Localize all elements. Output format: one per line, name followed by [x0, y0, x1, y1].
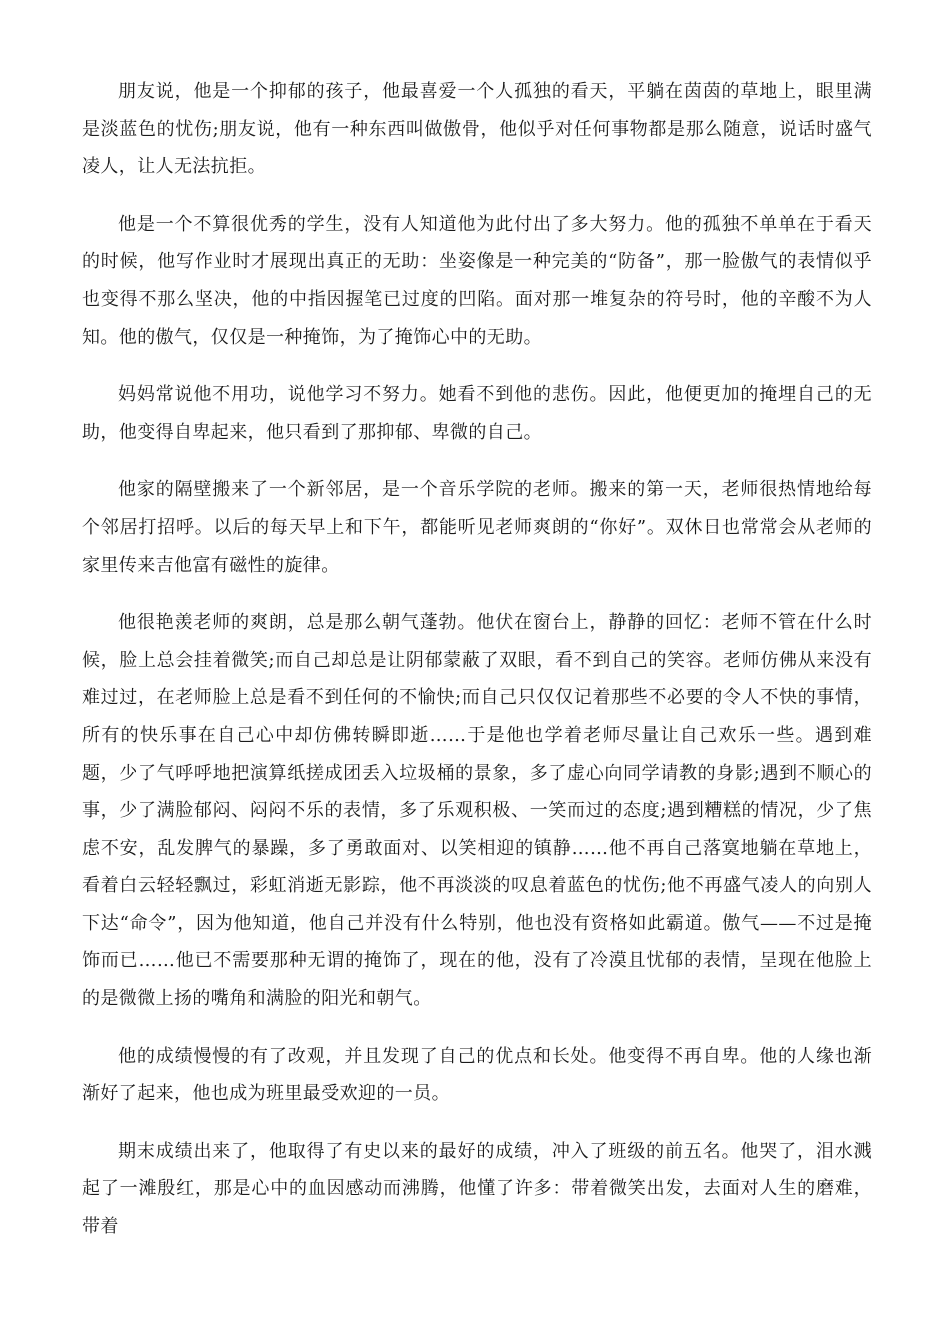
- paragraph-7: 期末成绩出来了，他取得了有史以来的最好的成绩，冲入了班级的前五名。他哭了，泪水溅起了一滩殷红，那是心中的血因感动而沸腾，他懂了许多：带着微笑出发，去面对人生的磨难，带着: [82, 1140, 872, 1238]
- paragraph-1: 朋友说，他是一个抑郁的孩子，他最喜爱一个人孤独的看天，平躺在茵茵的草地上，眼里满是淡蓝色的忧伤;朋友说，他有一种东西叫做傲骨，他似乎对任何事物都是那么随意，说话时盛气凌人，让人无法抗拒。: [82, 81, 872, 178]
- paragraph-3: 妈妈常说他不用功，说他学习不努力。她看不到他的悲伤。因此，他便更加的掩埋自己的无助，他变得自卑起来，他只看到了那抑郁、卑微的自己。: [82, 384, 872, 443]
- paragraph-5: 他很艳羡老师的爽朗，总是那么朝气蓬勃。他伏在窗台上，静静的回忆：老师不管在什么时候，脸上总会挂着微笑;而自己却总是让阴郁蒙蔽了双眼，看不到自己的笑容。老师仿佛从来没有难过过，在老师脸上总是看不到任何的不愉快;而自己只仅仅记着那些不必要的令人不快的事情，所有的快乐事在自己心中却仿佛转瞬即逝……于是他也学着老师尽量让自己欢乐一些。遇到难题，少了气呼呼地把演算纸搓成团丢入垃圾桶的景象，多了虚心向同学请教的身影;遇到不顺心的事，少了满脸郁闷、闷闷不乐的表情，多了乐观积极、一笑而过的态度;遇到糟糕的情况，少了焦虑不安，乱发脾气的暴躁，多了勇敢面对、以笑相迎的镇静……他不再自己落寞地躺在草地上，看着白云轻轻飘过，彩虹消逝无影踪，他不再淡淡的叹息着蓝色的忧伤;他不再盛气凌人的向别人下达“命令”，因为他知道，他自己并没有什么特别，他也没有资格如此霸道。傲气——不过是掩饰而已……他已不需要那种无谓的掩饰了，现在的他，没有了冷漠且忧郁的表情，呈现在他脸上的是微微上扬的嘴角和满脸的阳光和朝气。: [82, 612, 872, 1010]
- paragraph-4: 他家的隔壁搬来了一个新邻居，是一个音乐学院的老师。搬来的第一天，老师很热情地给每个邻居打招呼。以后的每天早上和下午，都能听见老师爽朗的“你好”。双休日也常常会从老师的家里传来吉他富有磁性的旋律。: [82, 479, 872, 576]
- paragraph-2: 他是一个不算很优秀的学生，没有人知道他为此付出了多大努力。他的孤独不单单在于看天的时候，他写作业时才展现出真正的无助：坐姿像是一种完美的“防备”，那一脸傲气的表情似乎也变得不那么坚决，他的中指因握笔已过度的凹陷。面对那一堆复杂的符号时，他的辛酸不为人知。他的傲气，仅仅是一种掩饰，为了掩饰心中的无助。: [82, 213, 872, 348]
- document-page: [82, 73, 872, 1266]
- paragraph-6: 他的成绩慢慢的有了改观，并且发现了自己的优点和长处。他变得不再自卑。他的人缘也渐渐好了起来，他也成为班里最受欢迎的一员。: [82, 1045, 872, 1105]
